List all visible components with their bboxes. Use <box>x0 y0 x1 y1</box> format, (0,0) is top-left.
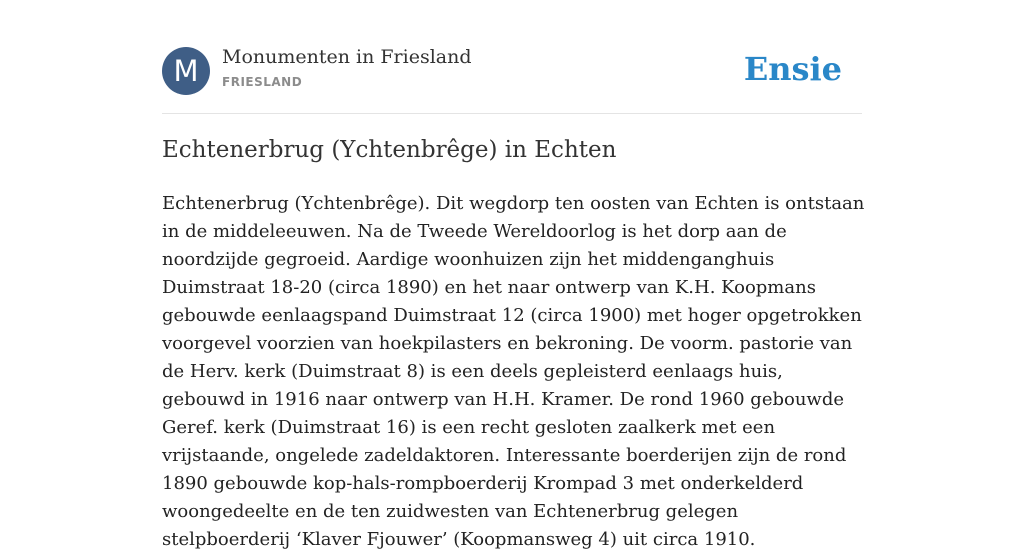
source-name-link[interactable]: Monumenten in Friesland <box>222 46 472 68</box>
avatar[interactable]: M <box>162 47 210 95</box>
ensie-logo[interactable]: Ensie <box>743 50 842 88</box>
divider <box>162 113 862 114</box>
article-title: Echtenerbrug (Ychtenbrêge) in Echten <box>162 137 617 163</box>
source-header <box>162 46 862 96</box>
source-subtitle[interactable]: FRIESLAND <box>222 75 303 89</box>
article-body: Echtenerbrug (Ychtenbrêge). Dit wegdorp ten oosten van Echten is ontstaan in de middeleeuwen. Na de Tweede Wereldoorlog is het dorp aan de noordzijde gegroeid. Aardige woonhuizen zijn het middenganghuis Duimstraat 18-20 (circa 1890) en het naar ontwerp van K.H. Koopmans gebouwde eenlaagspand Duimstraat 12 (circa 1900) met hoger opgetrokken voorgevel voorzien van hoekpilasters en bekroning. De voorm. pastorie van de Herv. kerk (Duimstraat 8) is een deels gepleisterd eenlaags huis, gebouwd in 1916 naar ontwerp van H.H. Kramer. De rond 1960 gebouwde Geref. kerk (Duimstraat 16) is een recht gesloten zaalkerk met een vrijstaande, ongelede zadeldaktoren. Interessante boerderijen zijn de rond 1890 gebouwde kop-hals-rompboerderij Krompad 3 met onderkelderd woongedeelte en de ten zuidwesten van Echtenerbrug gelegen stelpboerderij ‘Klaver Fjouwer’ (Koopmansweg 4) uit circa 1910. <box>162 193 865 550</box>
